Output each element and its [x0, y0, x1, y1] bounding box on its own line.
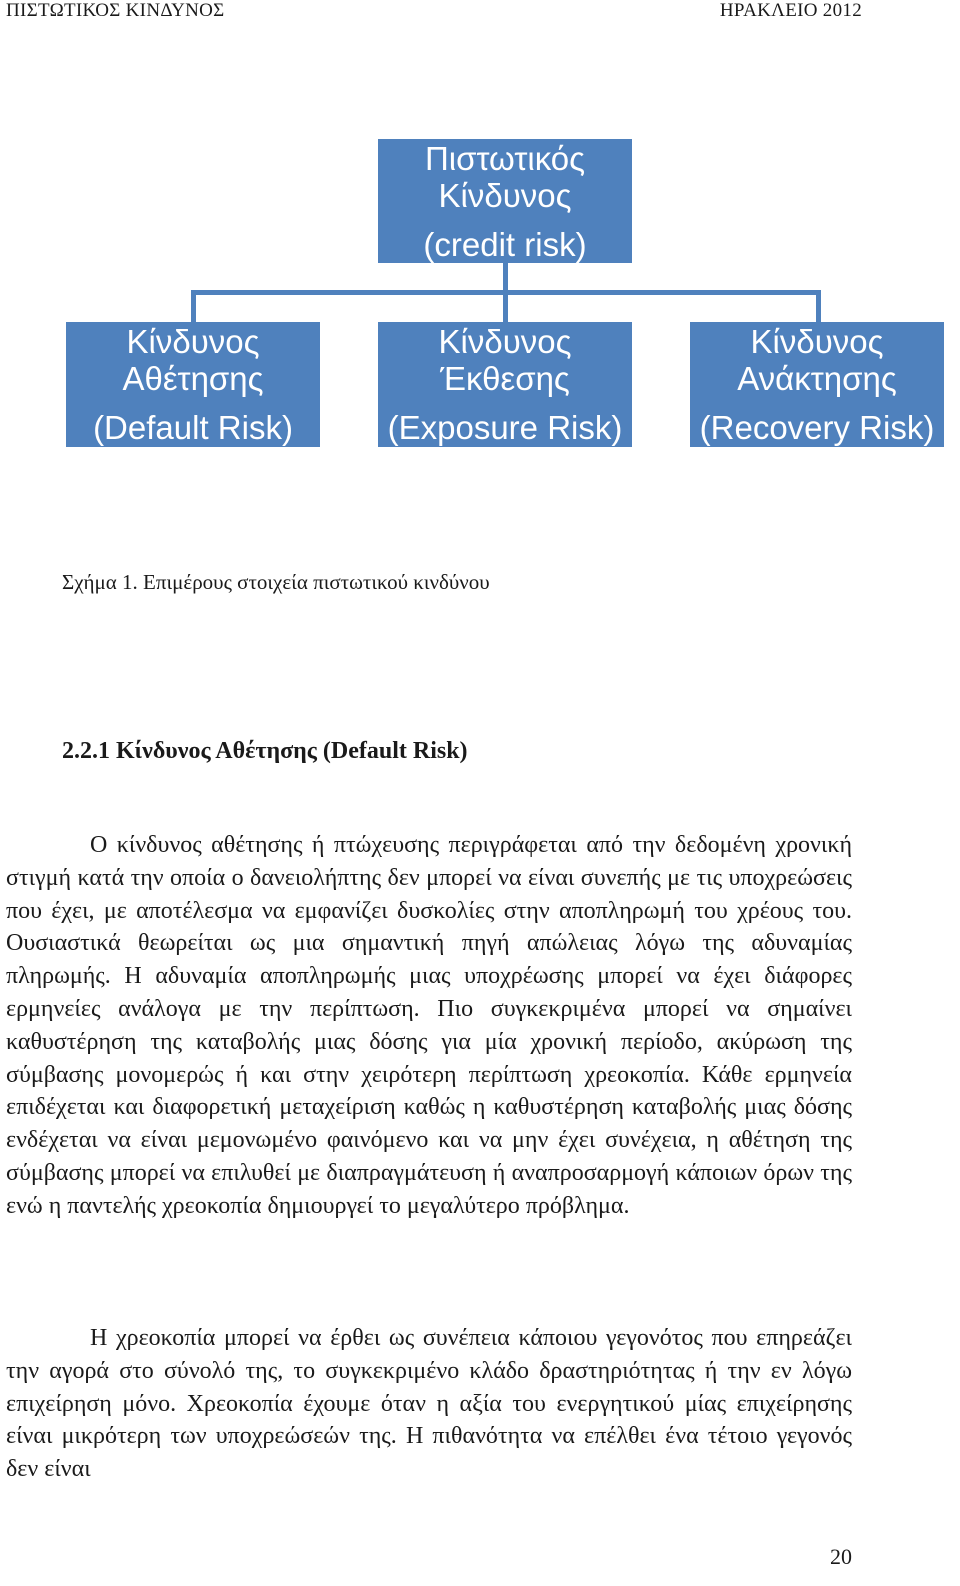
section-heading: 2.2.1 Κίνδυνος Αθέτησης (Default Risk): [62, 738, 468, 764]
connector-horizontal: [191, 290, 821, 295]
diagram-child-exposure-risk: [378, 322, 632, 447]
child-line1: Κίνδυνος: [126, 323, 260, 360]
body-paragraph-2: Η χρεοκοπία μπορεί να έρθει ως συνέπεια κάποιου γεγονότος που επηρεάζει την αγορά στο σύνολό της, το συγκεκριμένο κλάδο δραστηριότητας ή την εν λόγω επιχείρηση μόνο. Χρεοκοπία έχουμε όταν η αξία του ενεργητικού μίας επιχείρησης είναι μικρότερη των υποχρεώσεών της. Η πιθανότητα να επέλθει ένα τέτοιο γεγονός δεν είναι: [6, 1325, 852, 1483]
root-line1: Πιστωτικός: [424, 139, 586, 177]
diagram-root-box: [378, 139, 632, 263]
running-header-title: ΠΙΣΤΩΤΙΚΟΣ ΚΙΝΔΥΝΟΣ: [6, 0, 225, 21]
running-header-place-year: ΗΡΑΚΛΕΙΟ 2012: [719, 0, 862, 21]
child-line2: Ανάκτησης: [737, 360, 897, 397]
child-english: (Default Risk): [93, 409, 293, 446]
child-line1: Κίνδυνος: [438, 323, 572, 360]
child-english: (Recovery Risk): [699, 409, 935, 446]
body-paragraph-1: Ο κίνδυνος αθέτησης ή πτώχευσης περιγράφεται από την δεδομένη χρονική στιγμή κατά την οποία ο δανειολήπτης δεν μπορεί να είναι συνεπής με τις υποχρεώσεις που έχει, με αποτέλεσμα να εμφανίζει δυσκολίες στην αποπληρωμή του χρέους του. Ουσιαστικά θεωρείται ως μια σημαντική πηγή απώλειας λόγω της αδυναμίας πληρωμής. Η αδυναμία αποπληρωμής μιας υποχρέωσης μπορεί να έχει διάφορες ερμηνείες ανάλογα με την περίπτωση. Πιο συγκεκριμένα μπορεί να σημαίνει καθυστέρηση της καταβολής μιας δόσης για μία χρονική περίοδο, ακύρωση της σύμβασης μονομερώς ή και στην χειρότερη περίπτωση χρεοκοπία. Κάθε ερμηνεία επιδέχεται και διαφορετική μεταχείριση καθώς η καθυστέρηση καταβολής μιας δόσης ενδέχεται να είναι μεμονωμένο φαινόμενο και να μην έχει συνέχεια, η αθέτηση της σύμβασης μπορεί να επιλυθεί με διαπραγμάτευση ή αναπροσαρμογή κάποιων όρων της ενώ η παντελής χρεοκοπία δημιουργεί το μεγαλύτερο πρόβλημα.: [6, 832, 852, 1219]
child-line1: Κίνδυνος: [750, 323, 884, 360]
figure-caption: Σχήμα 1. Επιμέρους στοιχεία πιστωτικού κινδύνου: [62, 570, 490, 594]
child-line2: Αθέτησης: [122, 360, 264, 397]
connector-left-drop: [191, 290, 196, 323]
diagram-child-default-risk: [66, 322, 320, 447]
child-line2: Έκθεσης: [440, 360, 570, 397]
root-english: (credit risk): [423, 225, 587, 263]
diagram-child-recovery-risk: [690, 322, 944, 447]
child-english: (Exposure Risk): [387, 409, 623, 446]
root-line2: Κίνδυνος: [438, 176, 572, 214]
connector-right-drop: [816, 290, 821, 323]
page-number: 20: [830, 1544, 852, 1569]
